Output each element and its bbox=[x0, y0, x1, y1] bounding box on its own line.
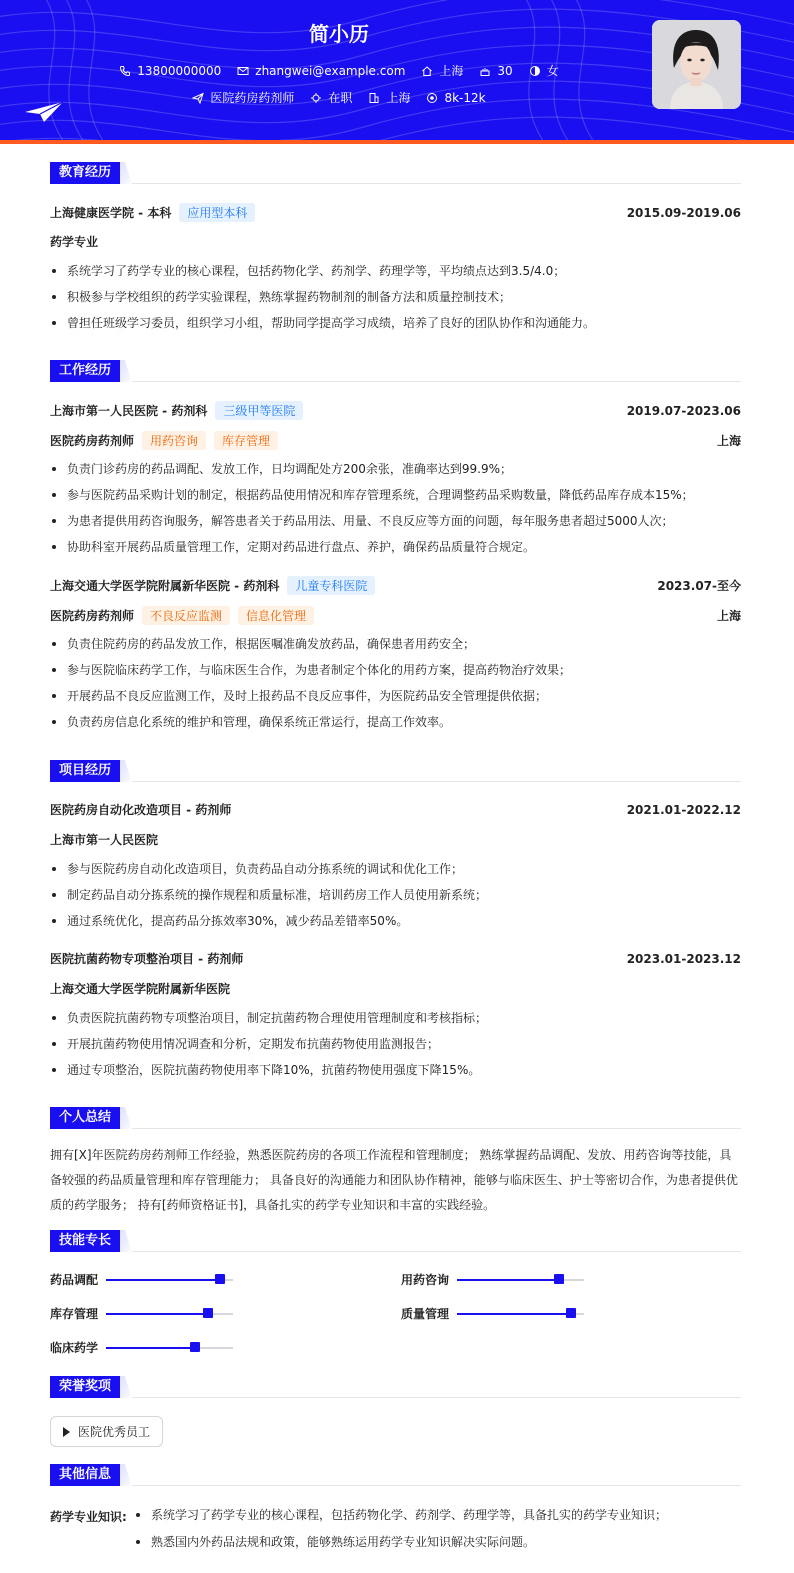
skill-item bbox=[401, 1305, 584, 1322]
work-location: 上海 bbox=[716, 609, 741, 623]
employer-tag-badge: 儿童专科医院 bbox=[287, 576, 375, 595]
work-bullets bbox=[50, 635, 741, 739]
section-title-skills: 技能专长 bbox=[50, 1230, 120, 1252]
section-divider bbox=[132, 381, 741, 382]
skill-bar bbox=[106, 1279, 233, 1281]
list-item: 开展抗菌药物使用情况调查和分析，定期发布抗菌药物使用监测报告； bbox=[50, 1035, 741, 1061]
major-name: 药学专业 bbox=[50, 235, 99, 249]
section-work bbox=[50, 360, 741, 382]
honor-chip bbox=[50, 1416, 163, 1447]
section-title-projects: 项目经历 bbox=[50, 760, 120, 782]
skill-bar-knob bbox=[554, 1274, 564, 1284]
school-tag-badge: 应用型本科 bbox=[179, 203, 255, 222]
work-role-row bbox=[50, 606, 741, 625]
section-divider bbox=[132, 183, 741, 184]
skill-bar bbox=[457, 1313, 584, 1315]
list-item: 制定药品自动分拣系统的操作规程和质量标准，培训药房工作人员使用新系统； bbox=[50, 886, 741, 912]
role-title: 医院药房药剂师 bbox=[50, 434, 135, 448]
skill-item bbox=[50, 1271, 233, 1288]
section-title-tail bbox=[120, 162, 132, 184]
resume-header bbox=[0, 0, 794, 140]
list-item: 参与医院临床药学工作，与临床医生合作，为患者制定个体化的用药方案，提高药物治疗效果； bbox=[50, 661, 741, 687]
list-item: 积极参与学校组织的药学实验课程，熟练掌握药物制剂的制备方法和质量控制技术； bbox=[50, 288, 741, 314]
job-status bbox=[310, 89, 352, 106]
skill-bar-knob bbox=[203, 1308, 213, 1318]
section-title-tail bbox=[120, 360, 132, 382]
skill-bar bbox=[457, 1279, 584, 1281]
role-title: 医院药房药剂师 bbox=[50, 609, 135, 623]
section-divider bbox=[132, 1128, 741, 1129]
project-entry-header bbox=[50, 950, 741, 967]
project-title: 医院药房自动化改造项目 - 药剂师 bbox=[50, 803, 232, 817]
education-date: 2015.09-2019.06 bbox=[626, 205, 741, 220]
contact-row-secondary bbox=[0, 89, 678, 106]
skill-bar bbox=[106, 1347, 233, 1349]
section-title-work: 工作经历 bbox=[50, 360, 120, 382]
project-bullets bbox=[50, 1009, 741, 1087]
list-item: 参与医院药品采购计划的制定，根据药品使用情况和库存管理系统，合理调整药品采购数量，降低药品库存成本15%； bbox=[50, 486, 741, 512]
employer-name: 上海交通大学医学院附属新华医院 - 药剂科 bbox=[50, 579, 280, 593]
project-org: 上海市第一人民医院 bbox=[50, 833, 159, 847]
skill-label: 临床药学 bbox=[50, 1341, 99, 1355]
list-item: 通过系统优化，提高药品分拣效率30%，减少药品差错率50%。 bbox=[50, 912, 741, 938]
list-item: 为患者提供用药咨询服务，解答患者关于药品用法、用量、不良反应等方面的问题，每年服务患者超过5000人次； bbox=[50, 512, 741, 538]
job-target bbox=[192, 89, 294, 106]
cake-icon bbox=[479, 65, 491, 77]
work-bullets bbox=[50, 460, 741, 564]
status-value: 在职 bbox=[328, 91, 353, 105]
project-org: 上海交通大学医学院附属新华医院 bbox=[50, 982, 231, 996]
coin-icon bbox=[426, 92, 438, 104]
list-item: 负责医院抗菌药物专项整治项目，制定抗菌药物合理使用管理制度和考核指标； bbox=[50, 1009, 741, 1035]
section-title-other: 其他信息 bbox=[50, 1464, 120, 1486]
education-major bbox=[50, 233, 741, 250]
section-title-tail bbox=[120, 760, 132, 782]
list-item: 协助科室开展药品质量管理工作，定期对药品进行盘点、养护，确保药品质量符合规定。 bbox=[50, 538, 741, 564]
list-item: 负责药房信息化系统的维护和管理，确保系统正常运行，提高工作效率。 bbox=[50, 713, 741, 739]
skill-label: 库存管理 bbox=[50, 1307, 99, 1321]
work-entry-header bbox=[50, 576, 741, 595]
employer-tag-badge: 三级甲等医院 bbox=[215, 401, 303, 420]
section-summary bbox=[50, 1107, 741, 1129]
email-value: zhangwei@example.com bbox=[255, 63, 406, 78]
skill-bar-fill bbox=[457, 1313, 571, 1315]
list-item: 参与医院药房自动化改造项目，负责药品自动分拣系统的调试和优化工作； bbox=[50, 860, 741, 886]
skill-item bbox=[50, 1305, 233, 1322]
role-tag-badge: 用药咨询 bbox=[142, 431, 206, 450]
job-title-value: 医院药房药剂师 bbox=[210, 91, 295, 105]
summary-text: 拥有[X]年医院药房药剂师工作经验，熟悉医院药房的各项工作流程和管理制度； 熟练掌握药品调配、发放、用药咨询等技能，具备较强的药品质量管理和库存管理能力； 具备良好的沟通能力和团队协作精神，能够与临床医生、护士等密切合作，为患者提供优质的药学服务； 持有[药师资格证书]，具备扎实的药学专业知识和丰富的实践经验。 bbox=[50, 1148, 738, 1212]
role-tag-badge: 不良反应监测 bbox=[142, 606, 230, 625]
work-role-row bbox=[50, 431, 741, 450]
honor-label: 医院优秀员工 bbox=[78, 1425, 151, 1439]
section-title-tail bbox=[120, 1107, 132, 1129]
education-bullets bbox=[50, 262, 741, 340]
salary-value: 8k-12k bbox=[444, 90, 486, 105]
section-divider bbox=[132, 1251, 741, 1252]
work-location: 上海 bbox=[716, 434, 741, 448]
school-name: 上海健康医学院 - 本科 bbox=[50, 206, 172, 220]
section-divider bbox=[132, 1485, 741, 1486]
section-other bbox=[50, 1464, 741, 1486]
list-item: 通过专项整治，医院抗菌药物使用率下降10%，抗菌药物使用强度下降15%。 bbox=[50, 1061, 741, 1087]
caret-right-icon bbox=[63, 1427, 70, 1437]
building-icon bbox=[368, 92, 380, 104]
home-icon bbox=[421, 65, 433, 77]
section-projects bbox=[50, 760, 741, 782]
age-value: 30 bbox=[497, 63, 513, 78]
skill-item bbox=[50, 1339, 233, 1356]
target-city-value: 上海 bbox=[386, 91, 411, 105]
role-tag-badge: 库存管理 bbox=[214, 431, 278, 450]
project-entry-header bbox=[50, 801, 741, 818]
list-item: 熟悉国内外药品法规和政策，能够熟练运用药学专业知识解决实际问题。 bbox=[134, 1533, 667, 1560]
skill-bar-knob bbox=[215, 1274, 225, 1284]
contact-email bbox=[237, 64, 405, 78]
skill-label: 质量管理 bbox=[401, 1307, 450, 1321]
status-icon bbox=[310, 92, 322, 104]
city-value: 上海 bbox=[439, 64, 464, 78]
contact-row-primary bbox=[0, 62, 678, 79]
list-item: 开展药品不良反应监测工作，及时上报药品不良反应事件，为医院药品安全管理提供依据； bbox=[50, 687, 741, 713]
gender-value: 女 bbox=[546, 64, 559, 78]
section-honors bbox=[50, 1376, 741, 1398]
section-title-honors: 荣誉奖项 bbox=[50, 1376, 120, 1398]
project-title: 医院抗菌药物专项整治项目 - 药剂师 bbox=[50, 952, 244, 966]
avatar bbox=[652, 20, 741, 109]
section-skills bbox=[50, 1230, 741, 1252]
candidate-name: 简小历 bbox=[309, 22, 369, 46]
target-city bbox=[368, 89, 410, 106]
project-date: 2021.01-2022.12 bbox=[626, 802, 741, 817]
send-icon bbox=[192, 92, 204, 104]
contact-phone bbox=[119, 64, 221, 78]
employer-name: 上海市第一人民医院 - 药剂科 bbox=[50, 404, 208, 418]
skill-bar-fill bbox=[106, 1313, 208, 1315]
section-divider bbox=[132, 1397, 741, 1398]
project-bullets bbox=[50, 860, 741, 938]
skill-bar-fill bbox=[457, 1279, 559, 1281]
skill-bar-fill bbox=[106, 1347, 195, 1349]
list-item: 系统学习了药学专业的核心课程，包括药物化学、药剂学、药理学等，具备扎实的药学专业知识； bbox=[134, 1506, 667, 1533]
portrait-image bbox=[652, 20, 741, 109]
section-divider bbox=[132, 781, 741, 782]
list-item: 负责住院药房的药品发放工作，根据医嘱准确发放药品，确保患者用药安全； bbox=[50, 635, 741, 661]
phone-value: 13800000000 bbox=[137, 63, 222, 78]
skill-bar bbox=[106, 1313, 233, 1315]
role-tag-badge: 信息化管理 bbox=[238, 606, 314, 625]
project-date: 2023.01-2023.12 bbox=[626, 951, 741, 966]
phone-icon bbox=[119, 65, 131, 77]
contact-city bbox=[421, 62, 463, 79]
list-item: 曾担任班级学习委员，组织学习小组，帮助同学提高学习成绩，培养了良好的团队协作和沟通能力。 bbox=[50, 314, 741, 340]
list-item: 负责门诊药房的药品调配、发放工作，日均调配处方200余张，准确率达到99.9%； bbox=[50, 460, 741, 486]
section-title-summary: 个人总结 bbox=[50, 1107, 120, 1129]
paper-plane-logo-icon bbox=[24, 100, 64, 124]
section-title-tail bbox=[120, 1464, 132, 1486]
section-title-tail bbox=[120, 1230, 132, 1252]
section-education bbox=[50, 162, 741, 184]
skill-item bbox=[401, 1271, 584, 1288]
skill-label: 药品调配 bbox=[50, 1273, 99, 1287]
gender-icon bbox=[529, 65, 541, 77]
section-title-tail bbox=[120, 1376, 132, 1398]
mail-icon bbox=[237, 65, 249, 77]
skill-label: 用药咨询 bbox=[401, 1273, 450, 1287]
project-org-row bbox=[50, 831, 741, 848]
skill-bar-knob bbox=[190, 1342, 200, 1352]
education-entry-header bbox=[50, 203, 741, 222]
work-date: 2019.07-2023.06 bbox=[626, 403, 741, 418]
header-accent-stripe bbox=[0, 140, 794, 144]
contact-age bbox=[479, 64, 512, 78]
section-title-education: 教育经历 bbox=[50, 162, 120, 184]
work-entry-header bbox=[50, 401, 741, 420]
contact-gender bbox=[529, 62, 559, 79]
salary bbox=[426, 91, 485, 105]
work-date: 2023.07-至今 bbox=[657, 579, 741, 593]
list-item: 系统学习了药学专业的核心课程，包括药物化学、药剂学、药理学等，平均绩点达到3.5/4.0； bbox=[50, 262, 741, 288]
skill-bar-fill bbox=[106, 1279, 220, 1281]
skill-bar-knob bbox=[566, 1308, 576, 1318]
other-info-label: 药学专业知识: bbox=[50, 1510, 127, 1524]
project-org-row bbox=[50, 980, 741, 997]
other-info-bullets bbox=[134, 1506, 667, 1560]
